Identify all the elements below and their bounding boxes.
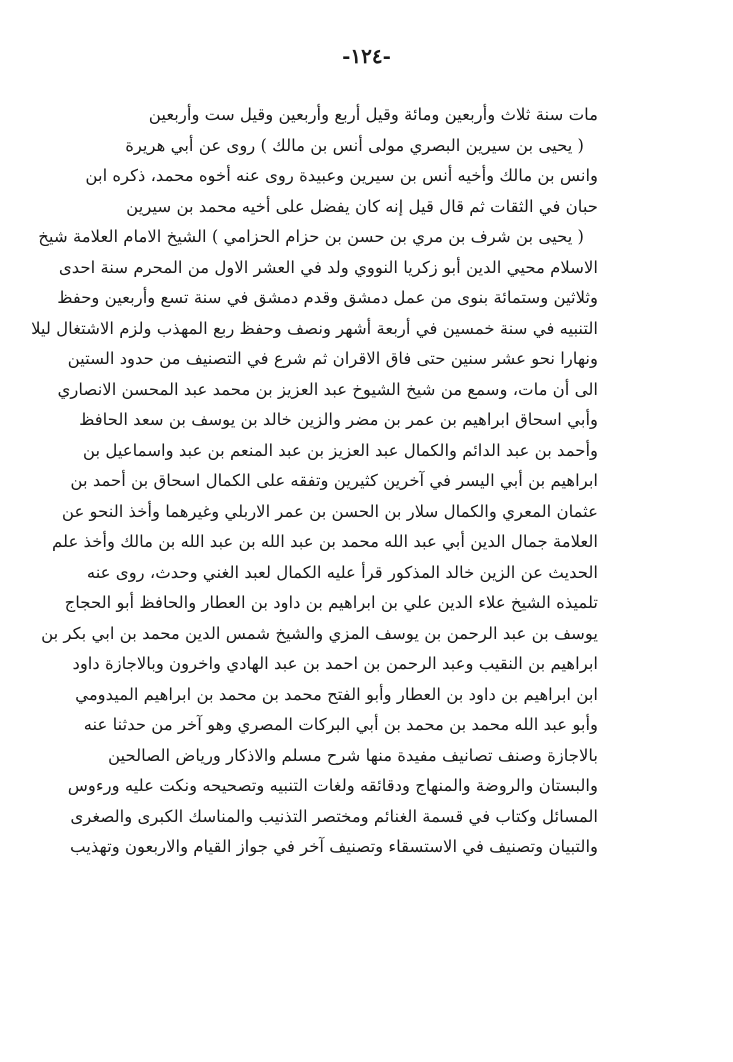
page-number: -١٢٤- [342, 44, 391, 68]
text-line: حبان في الثقات ثم قال قيل إنه كان يفضل على أخيه محمد بن سيرين [126, 196, 598, 216]
text-line: وانس بن مالك وأخيه أنس بن سيرين وعبيدة روى عنه أخوه محمد، ذكره ابن [85, 166, 598, 185]
text-line: ( يحيى بن شرف بن مري بن حسن بن حزام الحزامي ) الشيخ الامام العلامة شيخ [38, 227, 584, 246]
text-line: ( يحيى بن سيرين البصري مولى أنس بن مالك ) روى عن أبي هريرة [125, 135, 584, 155]
text-line: ابن ابراهيم بن داود بن العطار وأبو الفتح محمد بن محمد بن ابراهيم الميدومي [75, 684, 598, 704]
text-line: التنبيه في سنة خمسين في أربعة أشهر ونصف وحفظ ربع المهذب ولزم الاشتغال ليلا [31, 318, 598, 338]
text-line: وأبي اسحاق ابراهيم بن عمر بن مضر والزين خالد بن يوسف بن سعد الحافظ [79, 410, 598, 429]
text-line: والتبيان وتصنيف في الاستسقاء وتصنيف آخر في جواز القيام والاربعون وتهذيب [70, 837, 598, 856]
text-line: المسائل وكتاب في قسمة الغنائم ومختصر التذنيب والمناسك الكبرى والصغرى [70, 806, 598, 826]
text-line: الاسلام محيي الدين أبو زكريا النووي ولد في العشر الاول من المحرم سنة احدى [58, 257, 598, 277]
text-line: وأبو عبد الله محمد بن محمد بن أبي البركات المصري وهو آخر من حدثنا عنه [83, 715, 598, 734]
text-line: الى أن مات، وسمع من شيخ الشيوخ عبد العزيز بن محمد عبد المحسن الانصاري [57, 379, 598, 399]
text-line: ابراهيم بن أبي اليسر في آخرين كثيرين وتفقه على الكمال اسحاق بن أحمد بن [70, 471, 598, 490]
text-line: مات سنة ثلاث وأربعين ومائة وقيل أربع وأربعين وقيل ست وأربعين [148, 105, 598, 124]
text-line: ونهارا نحو عشر سنين حتى فاق الاقران ثم شرع في التصنيف من حدود الستين [67, 349, 598, 368]
text-line: العلامة جمال الدين أبي عبد الله محمد بن عبد الله بن عبد الله بن مالك وأخذ علم [52, 532, 598, 551]
text-line: ابراهيم بن النقيب وعبد الرحمن بن احمد بن عبد الهادي واخرون وبالاجازة داود [72, 654, 598, 673]
text-line: والبستان والروضة والمنهاج ودقائقه ولغات التنبيه وتصحيحه ونكت عليه ورءوس [67, 776, 598, 795]
text-line: الحديث عن الزين خالد المذكور قرأ عليه الكمال لعبد الغني وحدث، روى عنه [86, 562, 598, 582]
text-line: يوسف بن عبد الرحمن بن يوسف المزي والشيخ شمس الدين محمد بن ابي بكر بن [41, 623, 598, 643]
text-line: بالاجازة وصنف تصانيف مفيدة منها شرح مسلم والاذكار ورياض الصالحين [107, 745, 598, 765]
body-text [31, 100, 598, 863]
text-line: عثمان المعري والكمال سلار بن الحسن بن عمر الاربلي وغيرهما وأخذ النحو عن [61, 501, 598, 521]
text-line: وأحمد بن عبد الدائم والكمال عبد العزيز بن عبد المنعم بن عبد واسماعيل بن [82, 440, 598, 460]
text-line: وثلاثين وستمائة بنوى من عمل دمشق وقدم دمشق في سنة تسع وأربعين وحفظ [57, 288, 598, 307]
text-line: تلميذه الشيخ علاء الدين علي بن ابراهيم بن داود بن العطار والحافظ أبو الحجاج [64, 593, 598, 612]
